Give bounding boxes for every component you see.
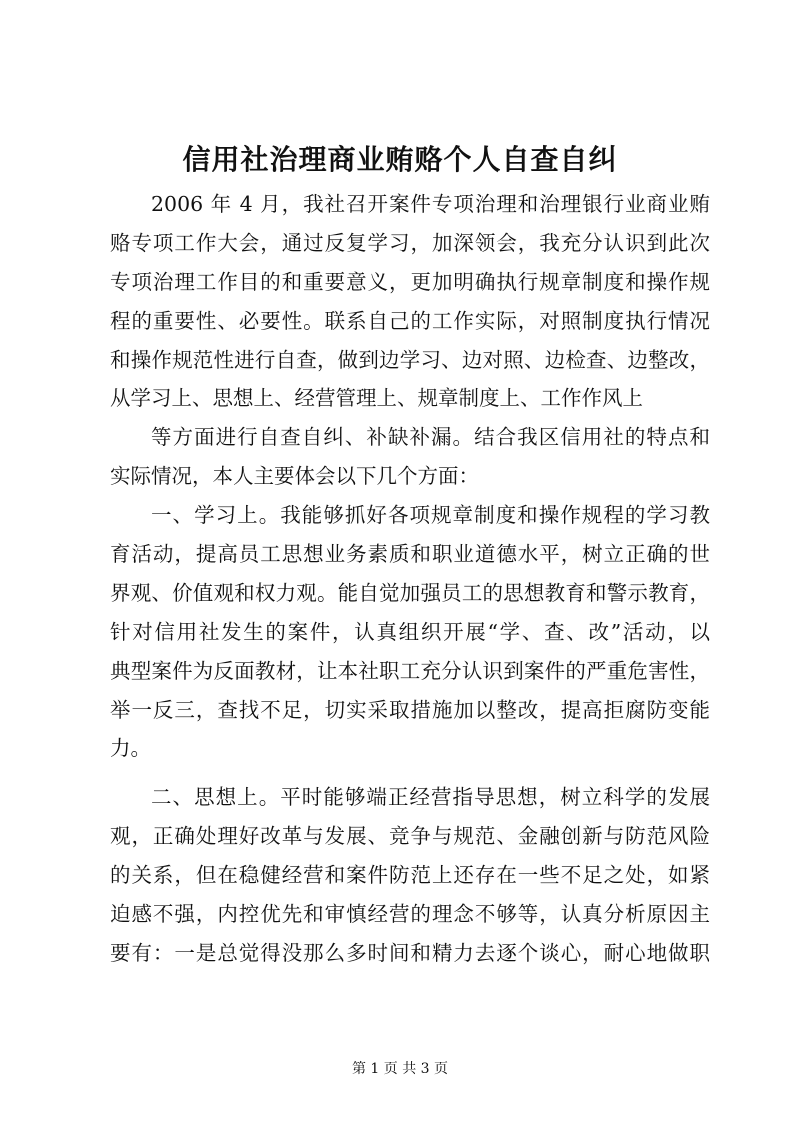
document-title: 信用社治理商业贿赂个人自查自纠	[182, 143, 618, 176]
paragraph-line: 典型案件为反面教材，让本社职工充分认识到案件的严重危害性，	[110, 658, 710, 683]
paragraph-line: 从学习上、思想上、经营管理上、规章制度上、工作作风上	[110, 386, 643, 411]
paragraph-line: 界观、价值观和权力观。能自觉加强员工的思想教育和警示教育，	[110, 580, 710, 605]
document-body	[110, 185, 710, 973]
paragraph-line: 的关系，但在稳健经营和案件防范上还存在一些不足之处，如紧	[110, 863, 710, 888]
paragraph-line: 实际情况，本人主要体会以下几个方面：	[110, 464, 479, 489]
page-footer: 第 1 页 共 3 页	[351, 1061, 449, 1077]
paragraph-gap	[110, 768, 710, 778]
paragraph-line: 专项治理工作目的和重要意义，更加明确执行规章制度和操作规	[110, 269, 710, 294]
paragraph-line: 要有：一是总觉得没那么多时间和精力去逐个谈心，耐心地做职	[110, 940, 710, 965]
paragraph-line: 举一反三，查找不足，切实采取措施加以整改，提高拒腐防变能	[110, 697, 710, 722]
paragraph-line: 育活动，提高员工思想业务素质和职业道德水平，树立正确的世	[110, 542, 710, 567]
paragraph-line: 等方面进行自查自纠、补缺补漏。结合我区信用社的特点和	[151, 425, 710, 450]
paragraph-line: 和操作规范性进行自查，做到边学习、边对照、边检查、边整改，	[110, 347, 710, 372]
paragraph-line: 程的重要性、必要性。联系自己的工作实际，对照制度执行情况	[110, 308, 710, 333]
paragraph-line: 力。	[110, 736, 151, 761]
paragraph-line: 针对信用社发生的案件，认真组织开展“学、查、改”活动，以	[110, 619, 710, 644]
paragraph-line: 迫感不强，内控优先和审慎经营的理念不够等，认真分析原因主	[110, 902, 710, 927]
paragraph-line: 观，正确处理好改革与发展、竞争与规范、金融创新与防范风险	[110, 824, 710, 849]
paragraph-line: 一、学习上。我能够抓好各项规章制度和操作规程的学习教	[151, 503, 710, 528]
paragraph-line: 2006 年 4 月，我社召开案件专项治理和治理银行业商业贿	[151, 192, 710, 216]
paragraph-line: 赂专项工作大会，通过反复学习，加深领会，我充分认识到此次	[110, 230, 710, 255]
paragraph-line: 二、思想上。平时能够端正经营指导思想，树立科学的发展	[151, 785, 710, 810]
